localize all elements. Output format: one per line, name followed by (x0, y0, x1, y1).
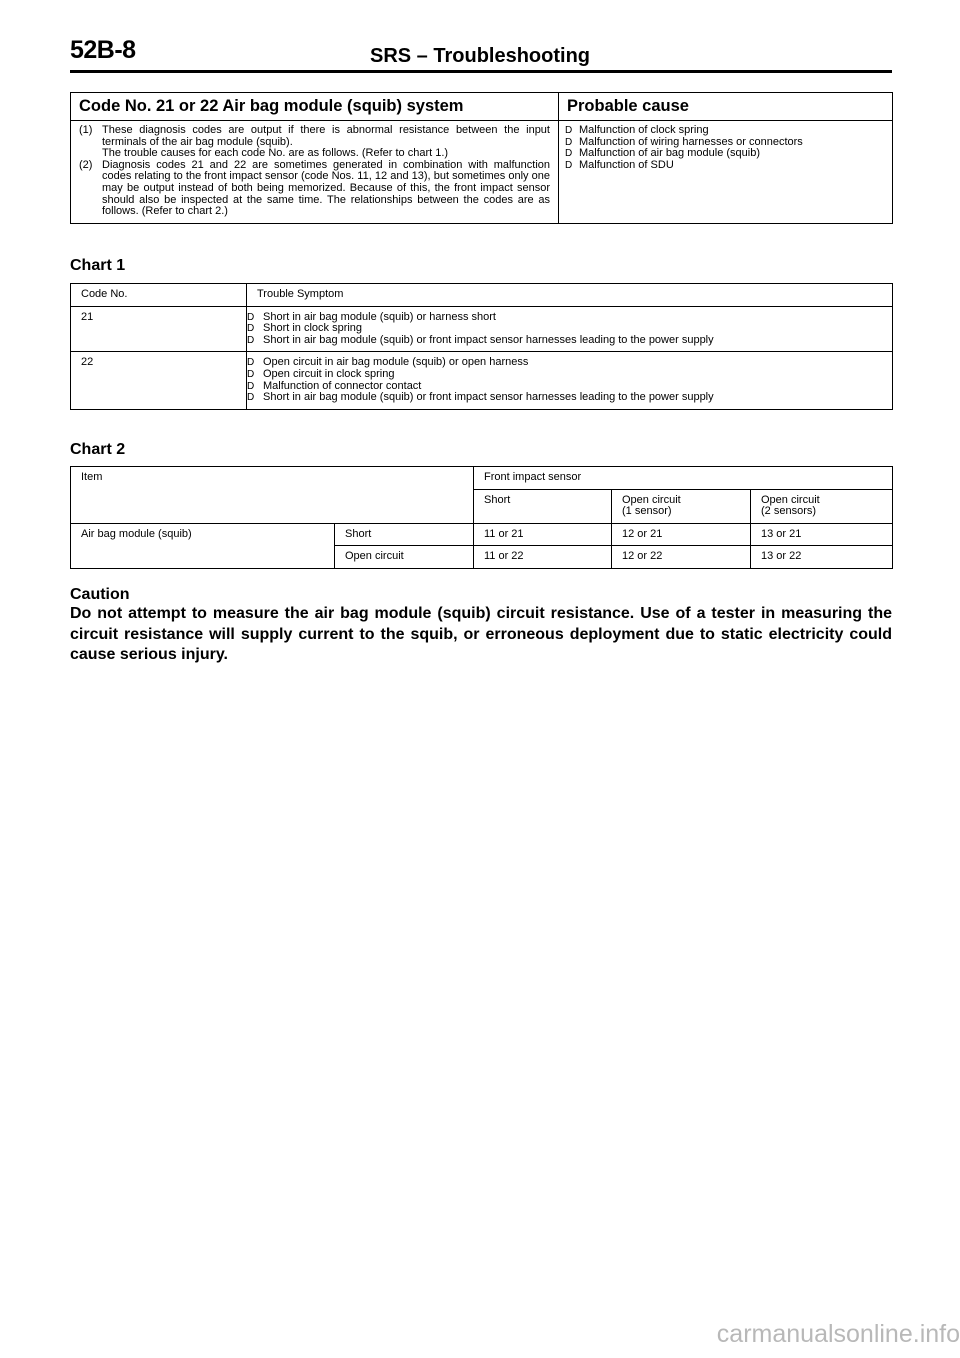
chart1-table (70, 283, 893, 410)
bullet-icon: D (565, 136, 573, 148)
page-title: SRS – Troubleshooting (370, 45, 591, 67)
bullet-icon: D (565, 125, 573, 136)
code-cell: 11 or 22 (474, 546, 612, 569)
diagnosis-header: Code No. 21 or 22 Air bag module (squib) system (71, 93, 559, 121)
bullet-icon: D (247, 368, 255, 380)
probable-cause-header: Probable cause (559, 93, 893, 121)
code-cell: 22 (71, 352, 247, 409)
code-cell: 13 or 22 (751, 546, 893, 569)
chart2-col-open1: Open circuit (1 sensor) (612, 489, 751, 523)
watermark: carmanualsonline.info (716, 1320, 960, 1348)
chart2-col-short: Short (474, 489, 612, 523)
state-cell: Short (335, 523, 474, 546)
state-cell: Open circuit (335, 546, 474, 569)
table-row (71, 523, 893, 546)
symptom-item: D Short in air bag module (squib) or front impact sensor harnesses leading to the power supply (247, 333, 714, 346)
bullet-icon: D (565, 148, 573, 160)
caution-body: Do not attempt to measure the air bag module (squib) circuit resistance. Use of a tester in measuring the circuit resistance will supply current to the squib, or erroneous deployment due to static electricity could cause serious injury. (70, 605, 892, 663)
bullet-icon: D (247, 357, 255, 369)
chart2-row-label: Air bag module (squib) (71, 523, 335, 568)
code-cell: 11 or 21 (474, 523, 612, 546)
code-cell: 21 (71, 306, 247, 352)
symptom-item: D Short in air bag module (squib) or front impact sensor harnesses leading to the power supply (247, 391, 714, 404)
bullet-icon: D (247, 323, 255, 335)
cause-item: D Malfunction of air bag module (squib) (565, 147, 760, 160)
chart2-item-label: Item (71, 467, 474, 524)
table-row (71, 306, 893, 352)
chart2-heading: Chart 2 (70, 441, 126, 458)
diagnosis-item-note: The trouble causes for each code No. are as follows. (Refer to chart 1.) (102, 147, 449, 160)
chart2-table (70, 466, 893, 569)
diagnosis-item: (1) These diagnosis codes are output if there is abnormal resistance between the input terminals of the air bag module (squib). (79, 124, 550, 148)
table-row (71, 352, 893, 409)
chart1-col-symptom: Trouble Symptom (247, 284, 893, 307)
symptom-item: D Open circuit in air bag module (squib) or open harness (247, 356, 529, 369)
diagnosis-description (71, 121, 559, 224)
caution-title: Caution (70, 586, 130, 603)
symptom-item: D Short in air bag module (squib) or harness short (247, 310, 496, 323)
diagnosis-table (70, 92, 893, 224)
header-rule (70, 70, 892, 73)
diagnosis-item: (2) Diagnosis codes 21 and 22 are sometimes generated in combination with malfunction codes relating to the front impact sensor (code Nos. 11, 12 and 13), but sometimes only one may be output instead of both being memorized. Because of this, the front impact sensor should also be inspected at the same time. The relationships between the codes are as follows. (Refer to chart 2.) (79, 158, 550, 218)
code-cell: 12 or 21 (612, 523, 751, 546)
symptom-item: D Open circuit in clock spring (247, 367, 395, 380)
cause-item: D Malfunction of SDU (565, 158, 674, 171)
cause-item: D Malfunction of clock spring (565, 124, 709, 136)
bullet-icon: D (247, 380, 255, 392)
symptom-cell (247, 306, 893, 352)
bullet-icon: D (565, 159, 573, 171)
page-number: 52B-8 (70, 36, 136, 64)
symptom-item: D Short in clock spring (247, 322, 363, 335)
symptom-item: D Malfunction of connector contact (247, 379, 422, 392)
bullet-icon: D (247, 392, 255, 404)
probable-cause-list (559, 121, 893, 224)
code-cell: 12 or 22 (612, 546, 751, 569)
chart1-heading: Chart 1 (70, 257, 126, 274)
bullet-icon: D (247, 334, 255, 346)
chart2-sensor-label: Front impact sensor (474, 467, 893, 490)
chart2-col-open2: Open circuit (2 sensors) (751, 489, 893, 523)
symptom-cell (247, 352, 893, 409)
code-cell: 13 or 21 (751, 523, 893, 546)
bullet-icon: D (247, 311, 255, 323)
chart1-col-code: Code No. (71, 284, 247, 307)
cause-item: D Malfunction of wiring harnesses or connectors (565, 135, 803, 148)
